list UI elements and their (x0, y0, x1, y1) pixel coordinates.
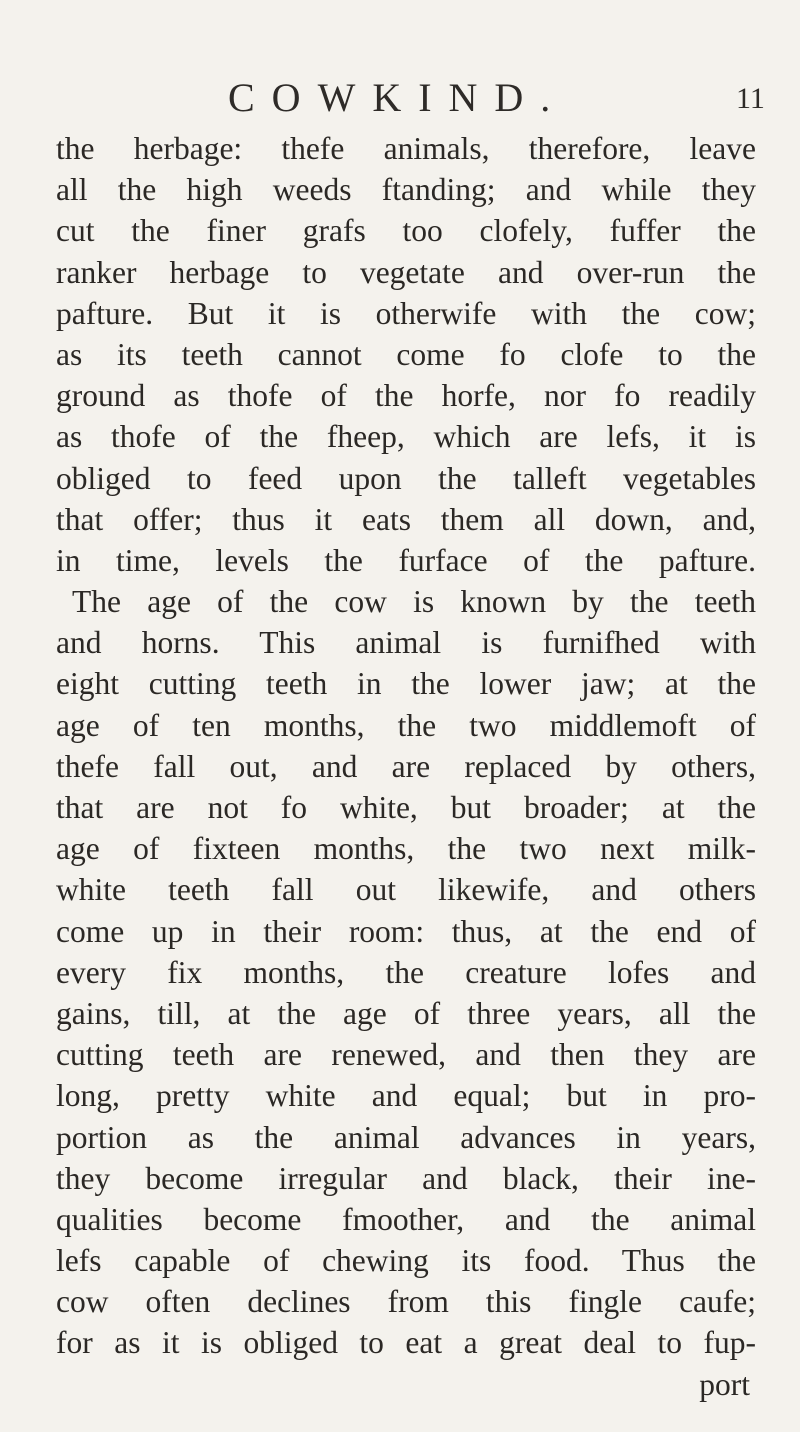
text-line: The age of the cow is known by the teeth (72, 584, 756, 620)
text-line: and horns. This animal is furnifhed with (56, 625, 756, 661)
text-line: thefe fall out, and are replaced by others, (56, 748, 756, 784)
text-line: long, pretty white and equal; but in pro- (56, 1078, 756, 1114)
catchword: port (699, 1366, 750, 1402)
text-line: ranker herbage to vegetate and over-run the (56, 254, 756, 290)
text-line: cutting teeth are renewed, and then they are (56, 1037, 756, 1073)
text-line: gains, till, at the age of three years, all the (56, 995, 756, 1031)
text-line: pafture. But it is otherwife with the cow; (56, 295, 756, 331)
running-title: COWKIND. (228, 75, 568, 120)
text-line: for as it is obliged to eat a great deal to fup- (56, 1325, 756, 1361)
text-line: eight cutting teeth in the lower jaw; at the (56, 666, 756, 702)
text-line: white teeth fall out likewife, and others (56, 872, 756, 908)
text-line: age of ten months, the two middlemoft of (56, 707, 756, 743)
running-head (0, 74, 800, 124)
text-line: as its teeth cannot come fo clofe to the (56, 336, 756, 372)
text-line: ground as thofe of the horfe, nor fo readily (56, 378, 756, 414)
text-line: portion as the animal advances in years, (56, 1119, 756, 1155)
text-line: age of fixteen months, the two next milk- (56, 831, 756, 867)
text-line: cow often declines from this fingle caufe; (56, 1284, 756, 1320)
page-number: 11 (736, 82, 765, 115)
text-line: lefs capable of chewing its food. Thus the (56, 1243, 756, 1279)
text-line: every fix months, the creature lofes and (56, 954, 756, 990)
text-line: they become irregular and black, their ine- (56, 1160, 756, 1196)
text-line: come up in their room: thus, at the end of (56, 913, 756, 949)
text-line: in time, levels the furface of the pafture. (56, 542, 756, 578)
text-line: obliged to feed upon the talleft vegetables (56, 460, 756, 496)
text-line: cut the finer grafs too clofely, fuffer the (56, 213, 756, 249)
text-line: qualities become fmoother, and the animal (56, 1201, 756, 1237)
body-text (56, 128, 756, 1405)
text-line: as thofe of the fheep, which are lefs, it is (56, 419, 756, 455)
text-line: the herbage: thefe animals, therefore, leave (56, 131, 756, 166)
text-line: that are not fo white, but broader; at the (56, 790, 756, 825)
text-line: all the high weeds ftanding; and while they (56, 172, 756, 208)
text-line: that offer; thus it eats them all down, and, (56, 501, 756, 537)
